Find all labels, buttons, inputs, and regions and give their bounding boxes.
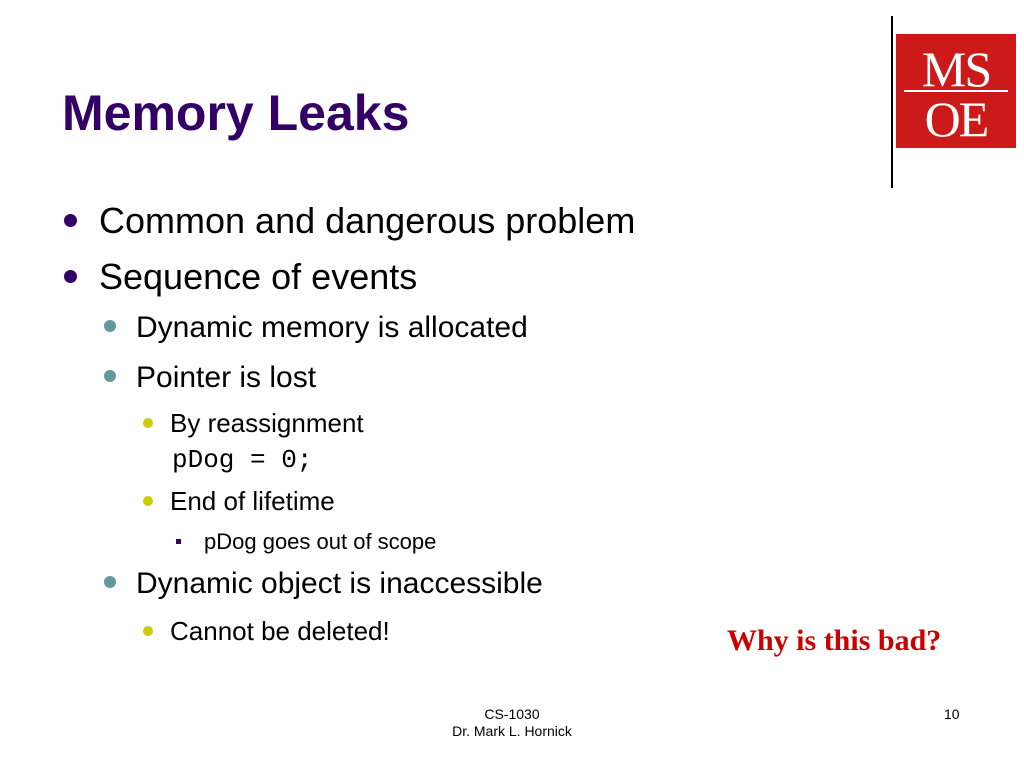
code-snippet: pDog = 0; [172, 445, 313, 475]
bullet-object-inaccessible [104, 567, 543, 601]
bullet-dot-icon [64, 214, 77, 227]
bullet-by-reassignment [143, 408, 364, 439]
bullet-dot-icon [104, 576, 116, 588]
svg-text:MS: MS [921, 41, 991, 97]
footer-course: CS-1030 [484, 706, 540, 722]
bullet-square-icon [176, 539, 181, 544]
slide-title: Memory Leaks [62, 85, 410, 141]
bullet-text: Cannot be deleted! [170, 616, 390, 646]
bullet-text: Dynamic object is inaccessible [136, 567, 543, 600]
bullet-text: Sequence of events [99, 256, 418, 297]
msoe-logo [896, 34, 1016, 148]
svg-text:OE: OE [924, 91, 988, 147]
bullet-pointer-lost [104, 361, 316, 395]
bullet-text: Dynamic memory is allocated [136, 311, 528, 344]
bullet-dot-icon [143, 418, 153, 428]
callout-question: Why is this bad? [727, 624, 942, 657]
bullet-text: Pointer is lost [136, 361, 317, 394]
bullet-cannot-be-deleted [143, 616, 390, 647]
bullet-dot-icon [64, 270, 77, 283]
bullet-text: End of lifetime [170, 486, 335, 516]
page-number: 10 [944, 706, 960, 722]
footer-info [412, 706, 612, 740]
bullet-dot-icon [143, 626, 153, 636]
bullet-dot-icon [143, 496, 153, 506]
bullet-dot-icon [104, 320, 116, 332]
bullet-text: Common and dangerous problem [99, 200, 636, 241]
bullet-text: pDog goes out of scope [204, 529, 437, 554]
bullet-dot-icon [104, 370, 116, 382]
footer-author: Dr. Mark L. Hornick [452, 723, 572, 739]
bullet-common-problem [64, 200, 635, 242]
bullet-text: By reassignment [170, 408, 364, 438]
divider-line [891, 16, 893, 188]
bullet-sequence-of-events [64, 256, 417, 298]
bullet-end-of-lifetime [143, 486, 335, 517]
bullet-memory-allocated [104, 311, 528, 345]
bullet-out-of-scope [176, 529, 436, 555]
